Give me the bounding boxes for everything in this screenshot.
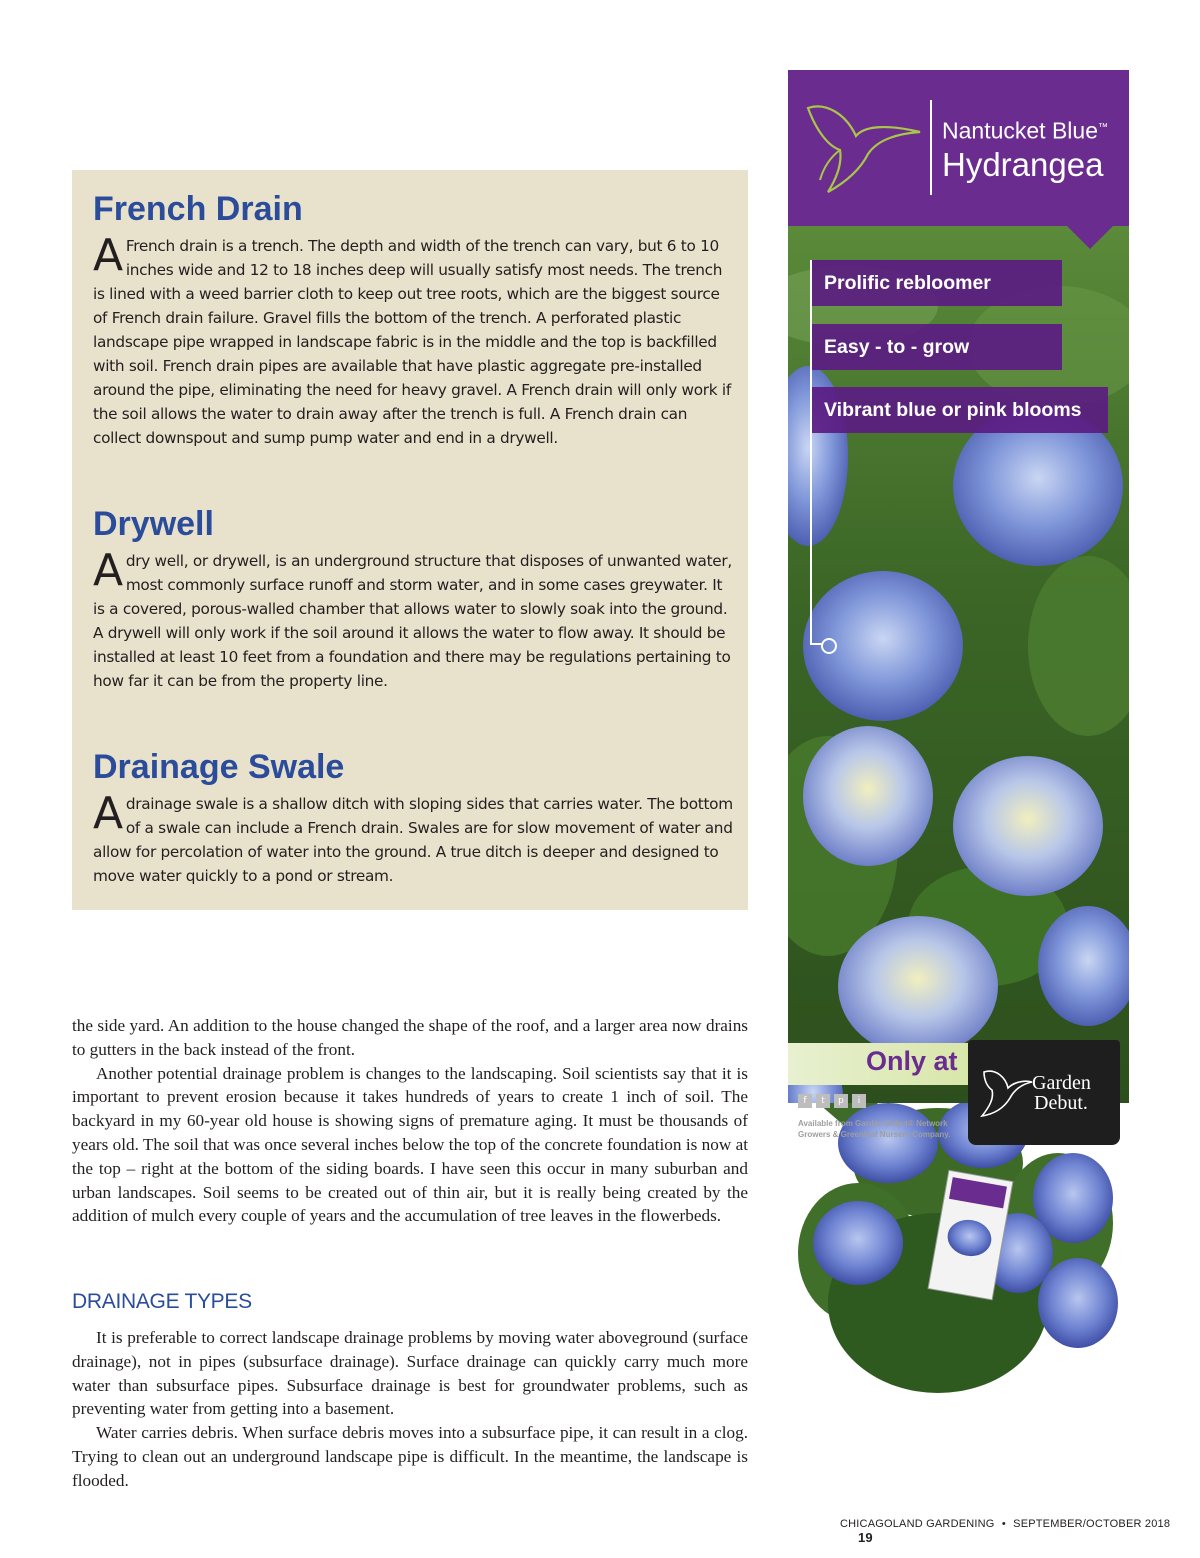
section-body: A drainage swale is a shallow ditch with sloping sides that carries water. The bottom of a swale can include a French drain. Swales are for slow movement of water and allow for percolation of water into the ground. A true ditch is deeper and designed to move water quickly to a pond or stream. — [93, 788, 733, 885]
ad-callout-line — [810, 260, 812, 645]
sidebar-section-drywell — [93, 505, 733, 693]
article-body-top — [72, 1014, 748, 1228]
facebook-icon[interactable]: f — [798, 1094, 812, 1108]
ad-brand-name: Nantucket Blue™ — [942, 117, 1108, 144]
instagram-icon[interactable]: i — [852, 1094, 866, 1108]
section-title: French Drain — [93, 190, 303, 228]
ad-product-area — [788, 1103, 1129, 1448]
dropcap: A — [93, 545, 123, 596]
potted-hydrangea-image — [788, 1103, 1129, 1448]
header-notch — [1066, 225, 1114, 249]
sidebar-section-french-drain — [93, 190, 733, 450]
page-footer — [840, 1518, 1200, 1545]
twitter-icon[interactable]: t — [816, 1094, 830, 1108]
hydrangea-ad — [788, 70, 1129, 1143]
hummingbird-logo-icon — [806, 96, 924, 196]
sidebar-box — [72, 170, 748, 910]
garden-debut-logo: Garden Debut. — [1032, 1072, 1091, 1114]
feature-badge: Prolific rebloomer — [812, 260, 1062, 306]
header-divider — [930, 100, 932, 195]
ad-product-name: Hydrangea — [942, 146, 1104, 183]
article-paragraph: It is preferable to correct landscape drainage problems by moving water aboveground (surface drainage), not in pipes (subsurface drainage). Surface drainage can quickly carry much more water than subsurface pipes. Subsurface drainage is best for groundwater problems, such as preventing water from getting into a basement. — [72, 1328, 748, 1419]
ad-header — [788, 70, 1129, 226]
section-title: Drainage Swale — [93, 748, 345, 786]
pinterest-icon[interactable]: p — [834, 1094, 848, 1108]
article-body-bottom — [72, 1326, 748, 1493]
issue-date: SEPTEMBER/OCTOBER 2018 — [1013, 1518, 1171, 1530]
ad-fine-print: Available from Garden Debut® Network Growers & Greenleaf Nursery Company. — [798, 1119, 951, 1139]
feature-badge: Easy - to - grow — [812, 324, 1062, 370]
article-paragraph: the side yard. An addition to the house changed the shape of the roof, and a larger area now drains to gutters in the back instead of the front. — [72, 1016, 748, 1059]
section-title: Drywell — [93, 505, 214, 543]
article-paragraph: Another potential drainage problem is changes to the landscaping. Soil scientists say that it is important to prevent erosion because it takes hundreds of years to create 1 inch of soil. The backyard in my 60-year old house is showing signs of premature aging. It must be thousands of years old. The soil that was once several inches below the top of the concrete foundation is now at the top – right at the bottom of the siding boards. I have seen this occur in many suburban and urban landscapes. Soil seems to be created out of thin air, but it is really being created by the addition of mulch every couple of years and the accumulation of tree leaves in the flowerbeds. — [72, 1063, 748, 1226]
ad-callout-circle-icon — [821, 638, 837, 654]
section-body: A French drain is a trench. The depth and width of the trench can vary, but 6 to 10 inches wide and 12 to 18 inches deep will usually satisfy most needs. The trench is lined with a weed barrier cloth to keep out tree roots, which are the biggest source of French drain failure. Gravel fills the bottom of the trench. A perforated plastic landscape pipe wrapped in landscape fabric is in the middle and the top is backfilled with soil. French drain pipes are available that have plastic aggregate pre-installed around the pipe, eliminating the need for heavy gravel. A French drain will only work if the soil allows the water to drain away after the trench is full. A French drain can collect downspout and sump pump water and end in a drywell. — [93, 230, 731, 447]
sidebar-section-drainage-swale — [93, 748, 733, 888]
article-paragraph: Water carries debris. When surface debris moves into a subsurface pipe, it can result in a clog. Trying to clean out an underground landscape pipe is difficult. In the meantime, the landscape is flooded. — [72, 1423, 748, 1490]
section-body: A dry well, or drywell, is an underground structure that disposes of unwanted water, most commonly surface runoff and storm water, and in some cases greywater. It is a covered, porous-walled chamber that allows water to slowly soak into the ground. A drywell will only work if the soil around it allows the water to flow away. It should be installed at least 10 feet from a foundation and there may be regulations pertaining to how far it can be from the property line. — [93, 545, 732, 690]
feature-badge: Vibrant blue or pink blooms — [812, 387, 1108, 433]
publication-name: CHICAGOLAND GARDENING — [840, 1518, 995, 1530]
page-number: 19 — [858, 1530, 873, 1545]
footer-separator: • — [1001, 1518, 1006, 1530]
section-heading: DRAINAGE TYPES — [72, 1290, 252, 1313]
dropcap: A — [93, 788, 123, 839]
garden-debut-bird-icon — [976, 1058, 1036, 1118]
only-at-label: Only at — [866, 1046, 958, 1076]
dropcap: A — [93, 230, 123, 281]
